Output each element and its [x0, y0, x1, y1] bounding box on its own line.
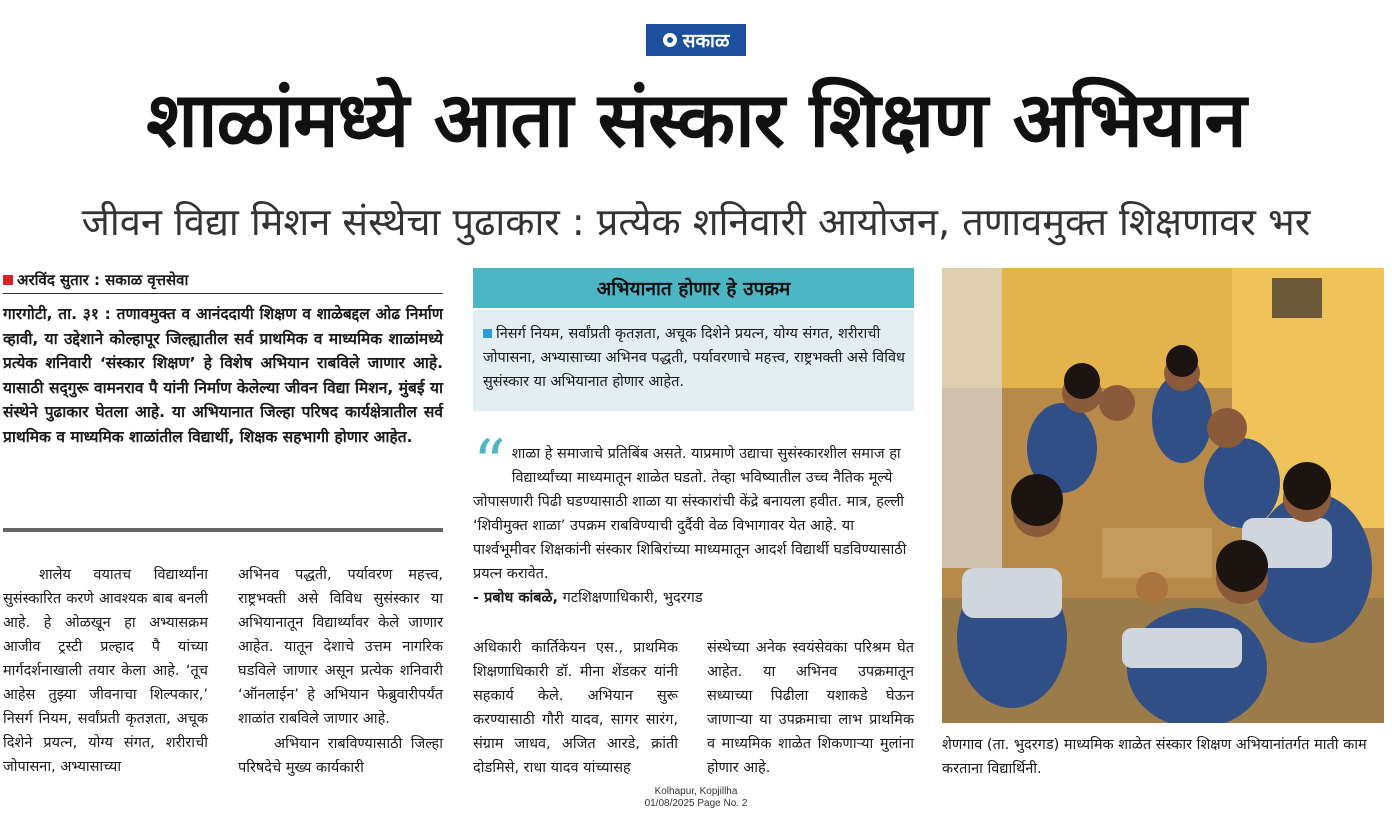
article-intro: गारगोटी, ता. ३१ : तणावमुक्त व आनंददायी शिक्षण व शाळेबद्दल ओढ निर्माण व्हावी, या उद्देशाने कोल्हापूर जिल्ह्यातील सर्व प्राथमिक व माध्यमिक शाळांमध्ये प्रत्येक शनिवारी ‘संस्कार शिक्षण’ हे विशेष अभियान राबविले जाणार आहे. यासाठी सद्‌गुरू वामनराव पै यांनी निर्माण केलेल्या जीवन विद्या मिशन, मुंबई या संस्थेने पुढाकार घेतला आहे. या अभियानात जिल्हा परिषद कार्यक्षेत्रातील सर्व प्राथमिक व माध्यमिक शाळांतील विद्यार्थी, शिक्षक सहभागी होणार आहेत.	[3, 305, 443, 446]
photo-caption: शेणगाव (ता. भुदरगड) माध्यमिक शाळेत संस्कार शिक्षण अभियानांतर्गत माती काम करताना विद्यार्थिनी.	[942, 737, 1367, 777]
article-column-2a: अभिनव पद्धती, पर्यावरण महत्त्व, राष्ट्रभक्ती असे विविध सुसंस्कार या अभियानातून विद्यार्थ्यांवर केले जाणार आहेत. यातून देशाचे उत्तम नागरिक घडविले जाणार असून प्रत्येक शनिवारी ‘ऑनलाईन’ हे अभियान फेब्रुवारीपर्यंत शाळांत राबविले जाणार आहे.	[238, 567, 443, 727]
subheadline: जीवन विद्या मिशन संस्थेचा पुढाकार : प्रत्येक शनिवारी आयोजन, तणावमुक्त शिक्षणावर भर	[81, 200, 1311, 244]
sidebar-text-block	[483, 322, 908, 394]
footer-date-page: 01/08/2025 Page No. 2	[644, 798, 748, 809]
sidebar-title: अभियानात होणार हे उपक्रम	[473, 268, 914, 308]
byline-text: अरविंद सुतार : सकाळ वृत्तसेवा	[17, 271, 189, 289]
headline: शाळांमध्ये आता संस्कार शिक्षण अभियान	[146, 75, 1246, 164]
pull-quote	[473, 427, 914, 610]
quote-text: शाळा हे समाजाचे प्रतिबिंब असते. याप्रमाणे उद्याचा सुसंस्कारशील समाज हा विद्यार्थ्यांच्या माध्यमातून शाळेत घडतो. तेव्हा भविष्यातील उच्च नैतिक मूल्ये जोपासणारी पिढी घडण्यासाठी शाळा या संस्कारांची केंद्रे बनायला हवीत. मात्र, हल्ली ‘शिवीमुक्त शाळा’ उपक्रम राबविण्याची दुर्दैवी वेळ विभागावर येत आहे. या पार्श्वभूमीवर शिक्षकांनी संस्कार शिबिरांच्या माध्यमातून आदर्श विद्यार्थी घडविण्यासाठी प्रयत्न करावेत.	[473, 446, 907, 582]
logo-text: सकाळ	[682, 30, 730, 52]
footer-edition: Kolhapur, Kopjillha	[654, 786, 738, 797]
article-photo	[942, 268, 1384, 723]
article-column-4: संस्थेच्या अनेक स्वयंसेवका परिश्रम घेत आहेत. या अभिनव उपक्रमातून सध्याच्या पिढीला यशाकडे घेऊन जाणाऱ्या या उपक्रमाचा लाभ प्राथमिक व माध्यमिक शाळेत शिकणाऱ्या मुलांना होणार आहे.	[707, 640, 914, 776]
sidebar-text: निसर्ग नियम, सर्वांप्रती कृतज्ञता, अचूक दिशेने प्रयत्न, योग्य संगत, शरीराची जोपासना, अभ्यासाच्या अभिनव पद्धती, पर्यावरणाचे महत्त्व, राष्ट्रभक्ती असे विविध सुसंस्कार या अभियानात होणार आहेत.	[483, 326, 905, 390]
page-footer	[560, 786, 832, 810]
newspaper-logo	[646, 24, 746, 56]
logo-emblem-icon	[663, 33, 677, 47]
byline-marker-icon	[3, 275, 13, 285]
sidebar-bullet-icon	[483, 329, 492, 338]
byline-divider	[3, 293, 443, 294]
quote-mark-icon: “	[473, 427, 506, 501]
intro-divider	[3, 528, 443, 532]
quote-author: - प्रबोध कांबळे,	[473, 590, 559, 606]
article-column-1: शालेय वयातच विद्यार्थ्यांना सुसंस्कारित करणे आवश्यक बाब बनली आहे. हे ओळखून हा अभ्यासक्रम आजीव ट्रस्टी प्रल्हाद पै यांच्या मार्गदर्शनाखाली तयार केला आहे. ‘तूच आहेस तुझ्या जीवनाचा शिल्पकार,’ निसर्ग नियम, सर्वांप्रती कृतज्ञता, अचूक दिशेने प्रयत्न, योग्य संगत, शरीराची जोपासना, अभ्यासाच्या	[3, 567, 208, 775]
article-column-2b: अभियान राबविण्यासाठी जिल्हा परिषदेचे मुख्य कार्यकारी	[238, 736, 443, 776]
article-column-3: अधिकारी कार्तिकेयन एस., प्राथमिक शिक्षणाधिकारी डॉ. मीना शेंडकर यांनी सहकार्य केले. अभियान सुरू करण्यासाठी गौरी यादव, सागर सारंग, संग्राम जाधव, अजित आरडे, क्रांती दोडमिसे, राधा यादव यांच्यासह	[473, 640, 678, 776]
byline	[3, 270, 443, 290]
quote-author-role: गटशिक्षणाधिकारी, भुदरगड	[558, 590, 703, 606]
